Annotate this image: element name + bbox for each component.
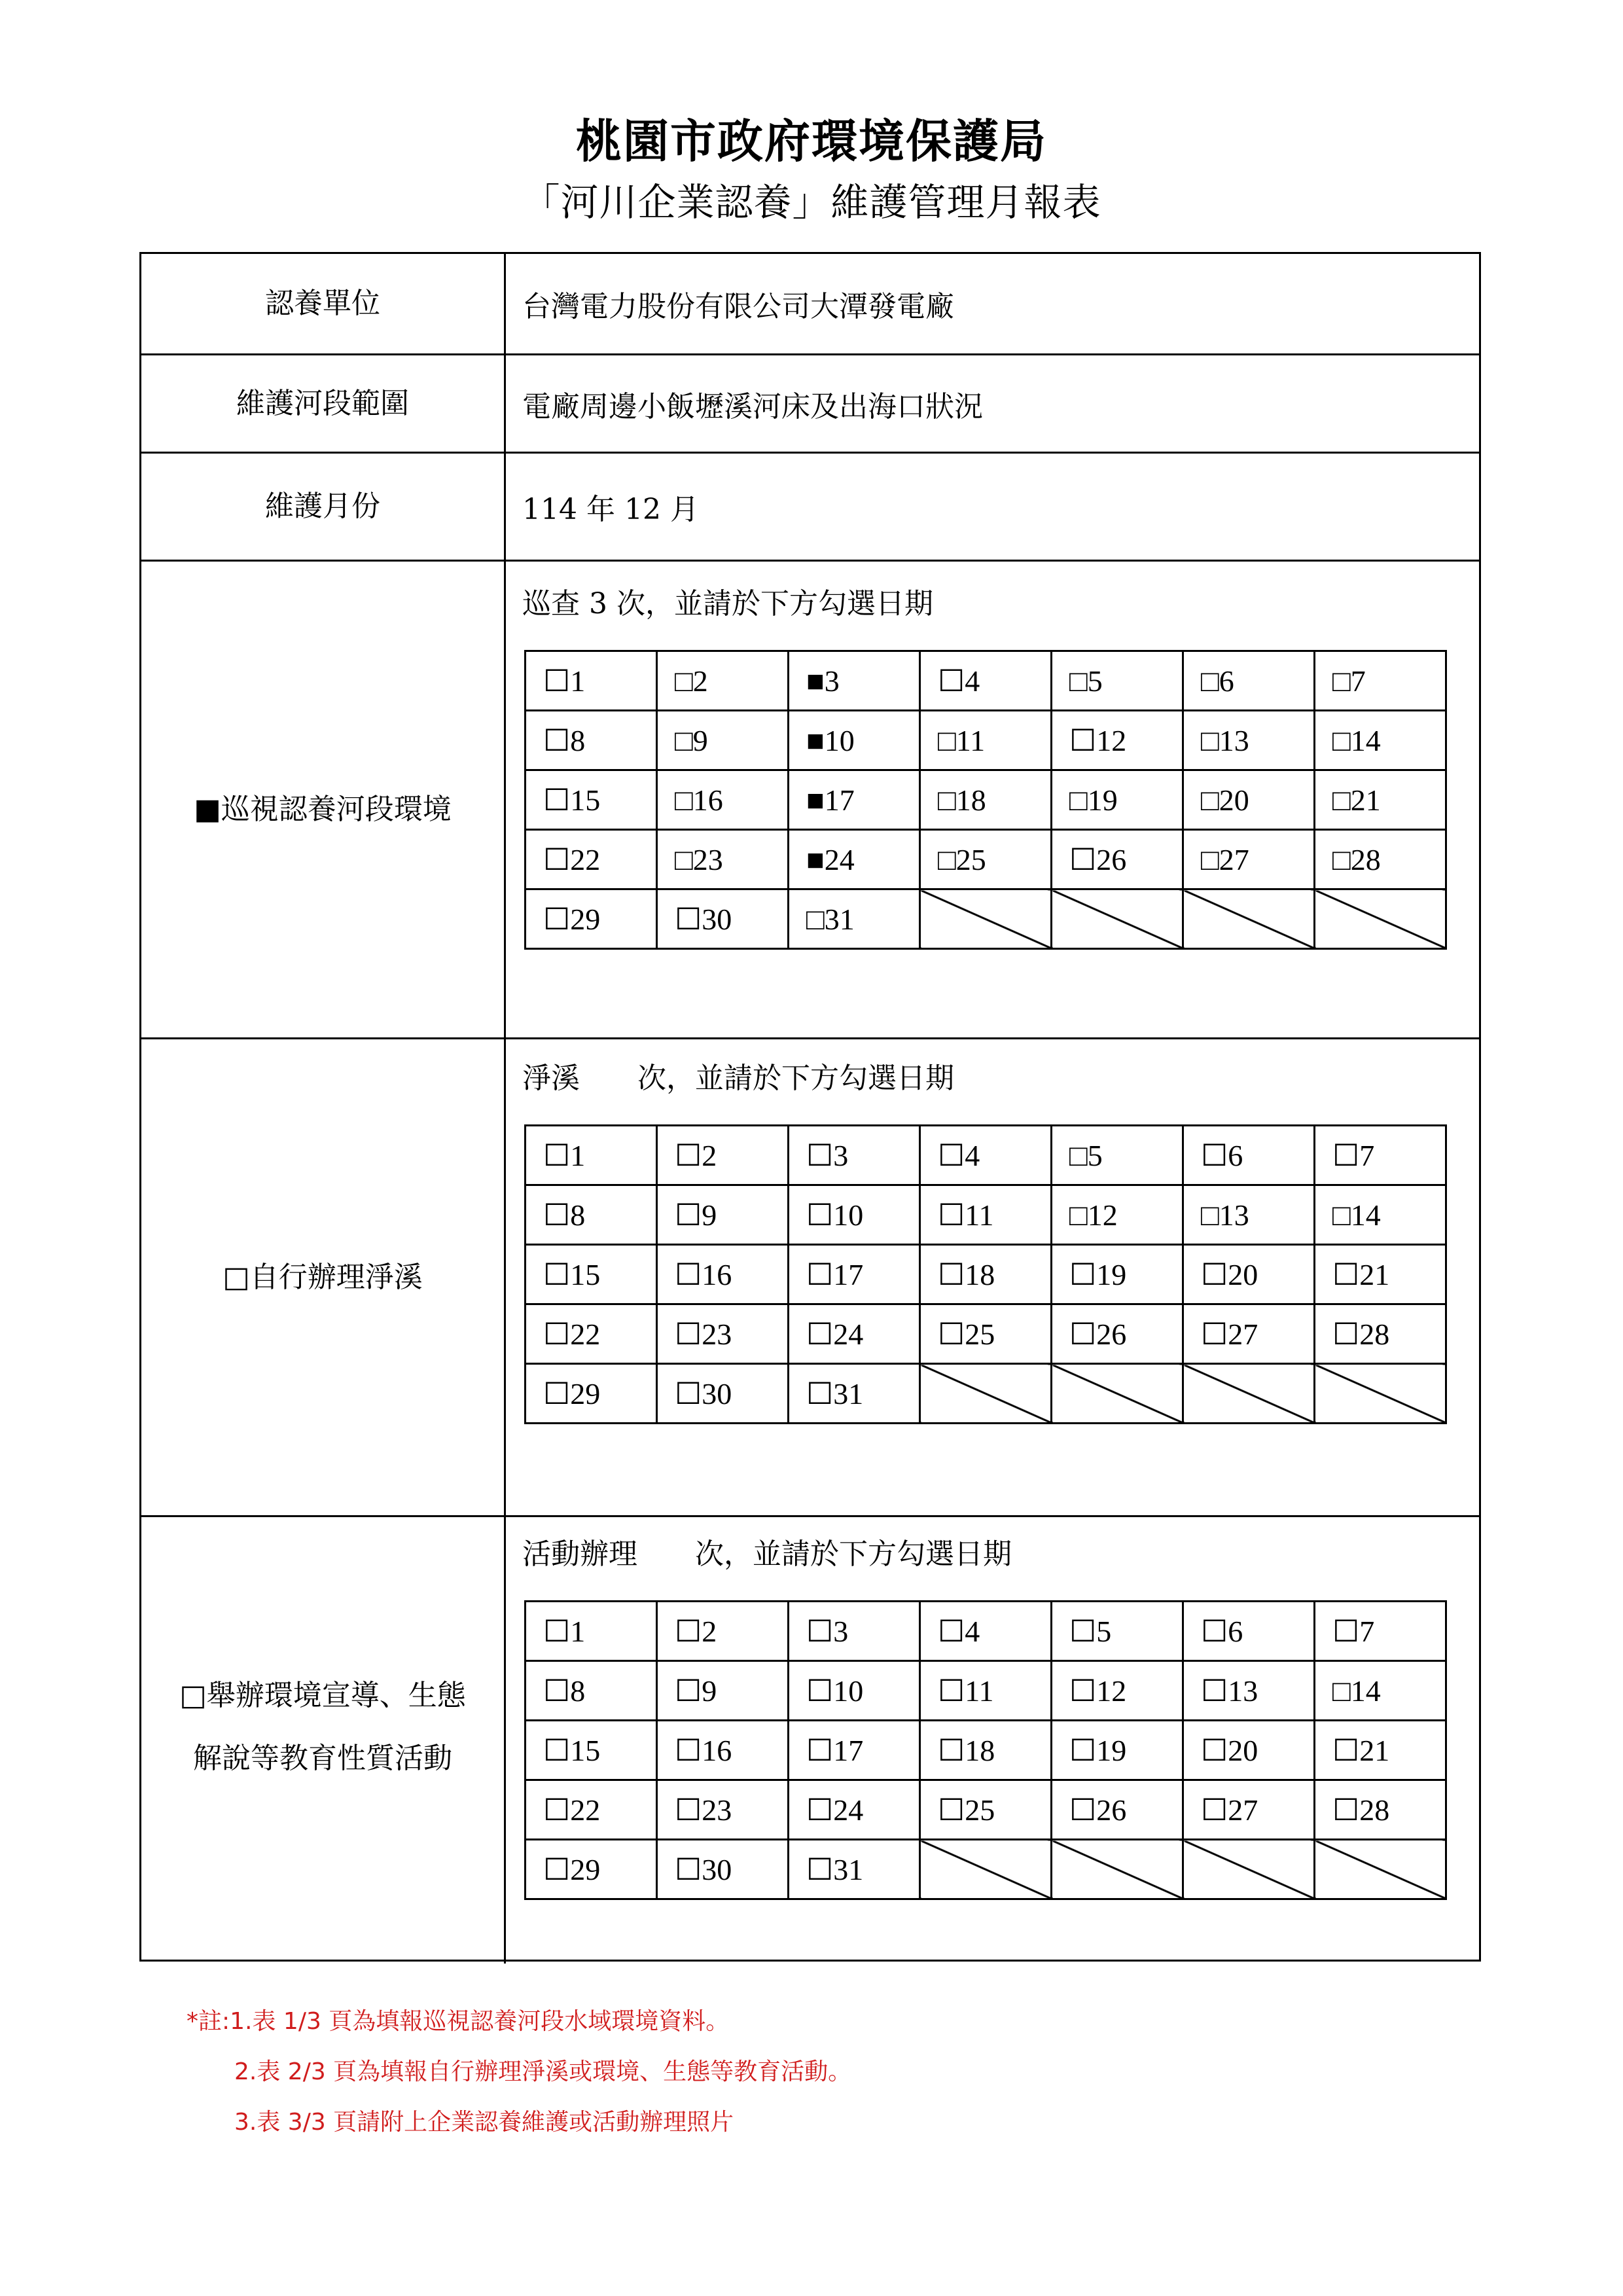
day-checkbox[interactable]: ■24 bbox=[789, 830, 920, 889]
day-checkbox[interactable]: □19 bbox=[1052, 770, 1183, 830]
day-checkbox[interactable]: ☐22 bbox=[526, 1304, 657, 1364]
day-checkbox[interactable]: ☐22 bbox=[526, 830, 657, 889]
day-checkbox[interactable]: ■3 bbox=[789, 651, 920, 711]
day-checkbox[interactable]: □11 bbox=[920, 711, 1052, 770]
day-row bbox=[526, 889, 1446, 949]
day-checkbox[interactable]: □13 bbox=[1183, 1185, 1315, 1245]
day-checkbox[interactable]: ☐25 bbox=[920, 1780, 1052, 1840]
day-checkbox[interactable]: ☐21 bbox=[1315, 1721, 1446, 1780]
day-checkbox[interactable]: ☐21 bbox=[1315, 1245, 1446, 1304]
day-checkbox[interactable]: ☐6 bbox=[1183, 1602, 1315, 1661]
unit-value: 台灣電力股份有限公司大潭發電廠 bbox=[522, 290, 954, 323]
day-checkbox[interactable]: ☐25 bbox=[920, 1304, 1052, 1364]
day-checkbox[interactable]: ☐1 bbox=[526, 651, 657, 711]
day-checkbox[interactable]: ☐17 bbox=[789, 1245, 920, 1304]
empty-cell bbox=[1052, 889, 1183, 949]
day-checkbox[interactable]: ■10 bbox=[789, 711, 920, 770]
day-row bbox=[526, 1602, 1446, 1661]
education-count bbox=[637, 1537, 695, 1571]
day-row bbox=[526, 1245, 1446, 1304]
day-checkbox[interactable]: ☐26 bbox=[1052, 1780, 1183, 1840]
day-checkbox[interactable]: ☐20 bbox=[1183, 1721, 1315, 1780]
day-checkbox[interactable]: ☐1 bbox=[526, 1602, 657, 1661]
patrol-heading-prefix: 巡查 bbox=[522, 587, 580, 620]
day-row bbox=[526, 1721, 1446, 1780]
day-row bbox=[526, 830, 1446, 889]
day-checkbox[interactable]: ☐31 bbox=[789, 1364, 920, 1424]
day-checkbox[interactable]: □5 bbox=[1052, 651, 1183, 711]
day-checkbox[interactable]: ☐29 bbox=[526, 1364, 657, 1424]
day-row bbox=[526, 1661, 1446, 1721]
month-label: 維護月份 bbox=[141, 454, 506, 560]
empty-cell bbox=[1183, 1364, 1315, 1424]
report-form bbox=[139, 252, 1481, 1962]
education-heading bbox=[522, 1530, 1012, 1572]
day-checkbox[interactable]: ☐9 bbox=[657, 1185, 789, 1245]
day-row bbox=[526, 1304, 1446, 1364]
patrol-count: 3 bbox=[580, 587, 616, 620]
day-checkbox[interactable]: ☐7 bbox=[1315, 1602, 1446, 1661]
patrol-day-grid bbox=[524, 650, 1447, 950]
day-checkbox[interactable]: ☐23 bbox=[657, 1304, 789, 1364]
day-checkbox[interactable]: ☐27 bbox=[1183, 1304, 1315, 1364]
empty-cell bbox=[1183, 1840, 1315, 1899]
empty-cell bbox=[1183, 889, 1315, 949]
day-checkbox[interactable]: ☐15 bbox=[526, 1721, 657, 1780]
day-checkbox[interactable]: ☐10 bbox=[789, 1661, 920, 1721]
day-row bbox=[526, 1185, 1446, 1245]
day-checkbox[interactable]: ☐28 bbox=[1315, 1304, 1446, 1364]
day-checkbox[interactable]: ☐20 bbox=[1183, 1245, 1315, 1304]
day-row bbox=[526, 1364, 1446, 1424]
empty-cell bbox=[1315, 1364, 1446, 1424]
day-checkbox[interactable]: ☐3 bbox=[789, 1602, 920, 1661]
day-checkbox[interactable]: ☐18 bbox=[920, 1721, 1052, 1780]
empty-cell bbox=[920, 889, 1052, 949]
day-row bbox=[526, 1126, 1446, 1185]
note-3: 3.表 3/3 頁請附上企業認養維護或活動辦理照片 bbox=[234, 2109, 734, 2136]
patrol-label: ■巡視認養河段環境 bbox=[141, 562, 506, 1037]
day-checkbox[interactable]: ☐22 bbox=[526, 1780, 657, 1840]
range-label: 維護河段範圍 bbox=[141, 355, 506, 452]
note-2: 2.表 2/3 頁為填報自行辦理淨溪或環境、生態等教育活動。 bbox=[234, 2058, 852, 2085]
day-checkbox[interactable]: ■17 bbox=[789, 770, 920, 830]
day-checkbox[interactable]: □9 bbox=[657, 711, 789, 770]
day-checkbox[interactable]: ☐9 bbox=[657, 1661, 789, 1721]
unit-label: 認養單位 bbox=[141, 254, 506, 353]
day-checkbox[interactable]: □13 bbox=[1183, 711, 1315, 770]
day-checkbox[interactable]: ☐24 bbox=[789, 1780, 920, 1840]
day-checkbox[interactable]: ☐31 bbox=[789, 1840, 920, 1899]
day-checkbox[interactable]: ☐16 bbox=[657, 1245, 789, 1304]
footnotes bbox=[187, 1996, 851, 2147]
education-day-grid bbox=[524, 1600, 1447, 1900]
day-checkbox[interactable]: ☐26 bbox=[1052, 830, 1183, 889]
day-checkbox[interactable]: □21 bbox=[1315, 770, 1446, 830]
day-checkbox[interactable]: □18 bbox=[920, 770, 1052, 830]
day-checkbox[interactable]: ☐27 bbox=[1183, 1780, 1315, 1840]
day-row bbox=[526, 1840, 1446, 1899]
day-checkbox[interactable]: □12 bbox=[1052, 1185, 1183, 1245]
form-title: 「河川企業認養」維護管理月報表 bbox=[522, 180, 1101, 224]
day-checkbox[interactable]: ☐29 bbox=[526, 1840, 657, 1899]
day-checkbox[interactable]: ☐19 bbox=[1052, 1245, 1183, 1304]
cleanup-day-grid bbox=[524, 1124, 1447, 1424]
day-checkbox[interactable]: ☐11 bbox=[920, 1185, 1052, 1245]
patrol-heading bbox=[522, 580, 933, 622]
day-checkbox[interactable]: □16 bbox=[657, 770, 789, 830]
day-checkbox[interactable]: ☐24 bbox=[789, 1304, 920, 1364]
empty-cell bbox=[1052, 1840, 1183, 1899]
day-checkbox[interactable]: ☐6 bbox=[1183, 1126, 1315, 1185]
day-checkbox[interactable]: □5 bbox=[1052, 1126, 1183, 1185]
day-checkbox[interactable]: ☐8 bbox=[526, 1185, 657, 1245]
day-checkbox[interactable]: ☐8 bbox=[526, 1661, 657, 1721]
education-heading-suffix: 次，並請於下方勾選日期 bbox=[695, 1537, 1012, 1571]
day-checkbox[interactable]: ☐4 bbox=[920, 1126, 1052, 1185]
day-row bbox=[526, 651, 1446, 711]
cleanup-count bbox=[580, 1062, 637, 1095]
day-checkbox[interactable]: ☐12 bbox=[1052, 711, 1183, 770]
day-checkbox[interactable]: ☐28 bbox=[1315, 1780, 1446, 1840]
day-row bbox=[526, 711, 1446, 770]
day-checkbox[interactable]: ☐2 bbox=[657, 1602, 789, 1661]
day-checkbox[interactable]: ☐23 bbox=[657, 1780, 789, 1840]
day-checkbox[interactable]: □14 bbox=[1315, 1661, 1446, 1721]
cleanup-heading-suffix: 次，並請於下方勾選日期 bbox=[637, 1062, 954, 1095]
unit-row bbox=[141, 254, 1479, 355]
day-checkbox[interactable]: □25 bbox=[920, 830, 1052, 889]
day-checkbox[interactable]: ☐7 bbox=[1315, 1126, 1446, 1185]
day-checkbox[interactable]: ☐18 bbox=[920, 1245, 1052, 1304]
day-checkbox[interactable]: ☐4 bbox=[920, 1602, 1052, 1661]
cleanup-heading-prefix: 淨溪 bbox=[522, 1062, 580, 1095]
day-checkbox[interactable]: ☐30 bbox=[657, 1840, 789, 1899]
day-checkbox[interactable]: ☐13 bbox=[1183, 1661, 1315, 1721]
agency-title: 桃園市政府環境保護局 bbox=[576, 115, 1047, 168]
empty-cell bbox=[1052, 1364, 1183, 1424]
month-value: 114 年 12 月 bbox=[522, 493, 699, 526]
day-row bbox=[526, 1780, 1446, 1840]
day-checkbox[interactable]: ☐16 bbox=[657, 1721, 789, 1780]
cleanup-heading bbox=[522, 1054, 954, 1096]
day-checkbox[interactable]: □14 bbox=[1315, 1185, 1446, 1245]
day-checkbox[interactable]: ☐15 bbox=[526, 1245, 657, 1304]
day-checkbox[interactable]: □27 bbox=[1183, 830, 1315, 889]
day-checkbox[interactable]: ☐10 bbox=[789, 1185, 920, 1245]
day-checkbox[interactable]: ☐17 bbox=[789, 1721, 920, 1780]
note-1: *註:1.表 1/3 頁為填報巡視認養河段水域環境資料。 bbox=[187, 2008, 730, 2035]
day-checkbox[interactable]: ☐15 bbox=[526, 770, 657, 830]
day-checkbox[interactable]: ☐30 bbox=[657, 1364, 789, 1424]
patrol-heading-suffix: 次，並請於下方勾選日期 bbox=[616, 587, 933, 620]
day-checkbox[interactable]: ☐3 bbox=[789, 1126, 920, 1185]
empty-cell bbox=[1315, 889, 1446, 949]
day-checkbox[interactable]: ☐19 bbox=[1052, 1721, 1183, 1780]
cleanup-label: □自行辦理淨溪 bbox=[141, 1039, 506, 1515]
day-checkbox[interactable]: ☐2 bbox=[657, 1126, 789, 1185]
range-value: 電廠周邊小飯壢溪河床及出海口狀況 bbox=[522, 389, 983, 423]
day-checkbox[interactable]: □14 bbox=[1315, 711, 1446, 770]
day-checkbox[interactable]: ☐4 bbox=[920, 651, 1052, 711]
empty-cell bbox=[1315, 1840, 1446, 1899]
day-checkbox[interactable]: □23 bbox=[657, 830, 789, 889]
education-label: □舉辦環境宣導、生態解說等教育性質活動 bbox=[141, 1517, 506, 1964]
day-checkbox[interactable]: □20 bbox=[1183, 770, 1315, 830]
day-checkbox[interactable]: ☐11 bbox=[920, 1661, 1052, 1721]
empty-cell bbox=[920, 1840, 1052, 1899]
day-checkbox[interactable]: ☐5 bbox=[1052, 1602, 1183, 1661]
month-row bbox=[141, 454, 1479, 562]
day-checkbox[interactable]: □28 bbox=[1315, 830, 1446, 889]
empty-cell bbox=[920, 1364, 1052, 1424]
range-row bbox=[141, 355, 1479, 454]
day-checkbox[interactable]: ☐30 bbox=[657, 889, 789, 949]
education-heading-prefix: 活動辦理 bbox=[522, 1537, 637, 1571]
day-checkbox[interactable]: ☐29 bbox=[526, 889, 657, 949]
day-checkbox[interactable]: □2 bbox=[657, 651, 789, 711]
day-checkbox[interactable]: □7 bbox=[1315, 651, 1446, 711]
day-checkbox[interactable]: □31 bbox=[789, 889, 920, 949]
day-checkbox[interactable]: ☐8 bbox=[526, 711, 657, 770]
day-checkbox[interactable]: □6 bbox=[1183, 651, 1315, 711]
day-checkbox[interactable]: ☐26 bbox=[1052, 1304, 1183, 1364]
day-checkbox[interactable]: ☐12 bbox=[1052, 1661, 1183, 1721]
day-row bbox=[526, 770, 1446, 830]
day-checkbox[interactable]: ☐1 bbox=[526, 1126, 657, 1185]
